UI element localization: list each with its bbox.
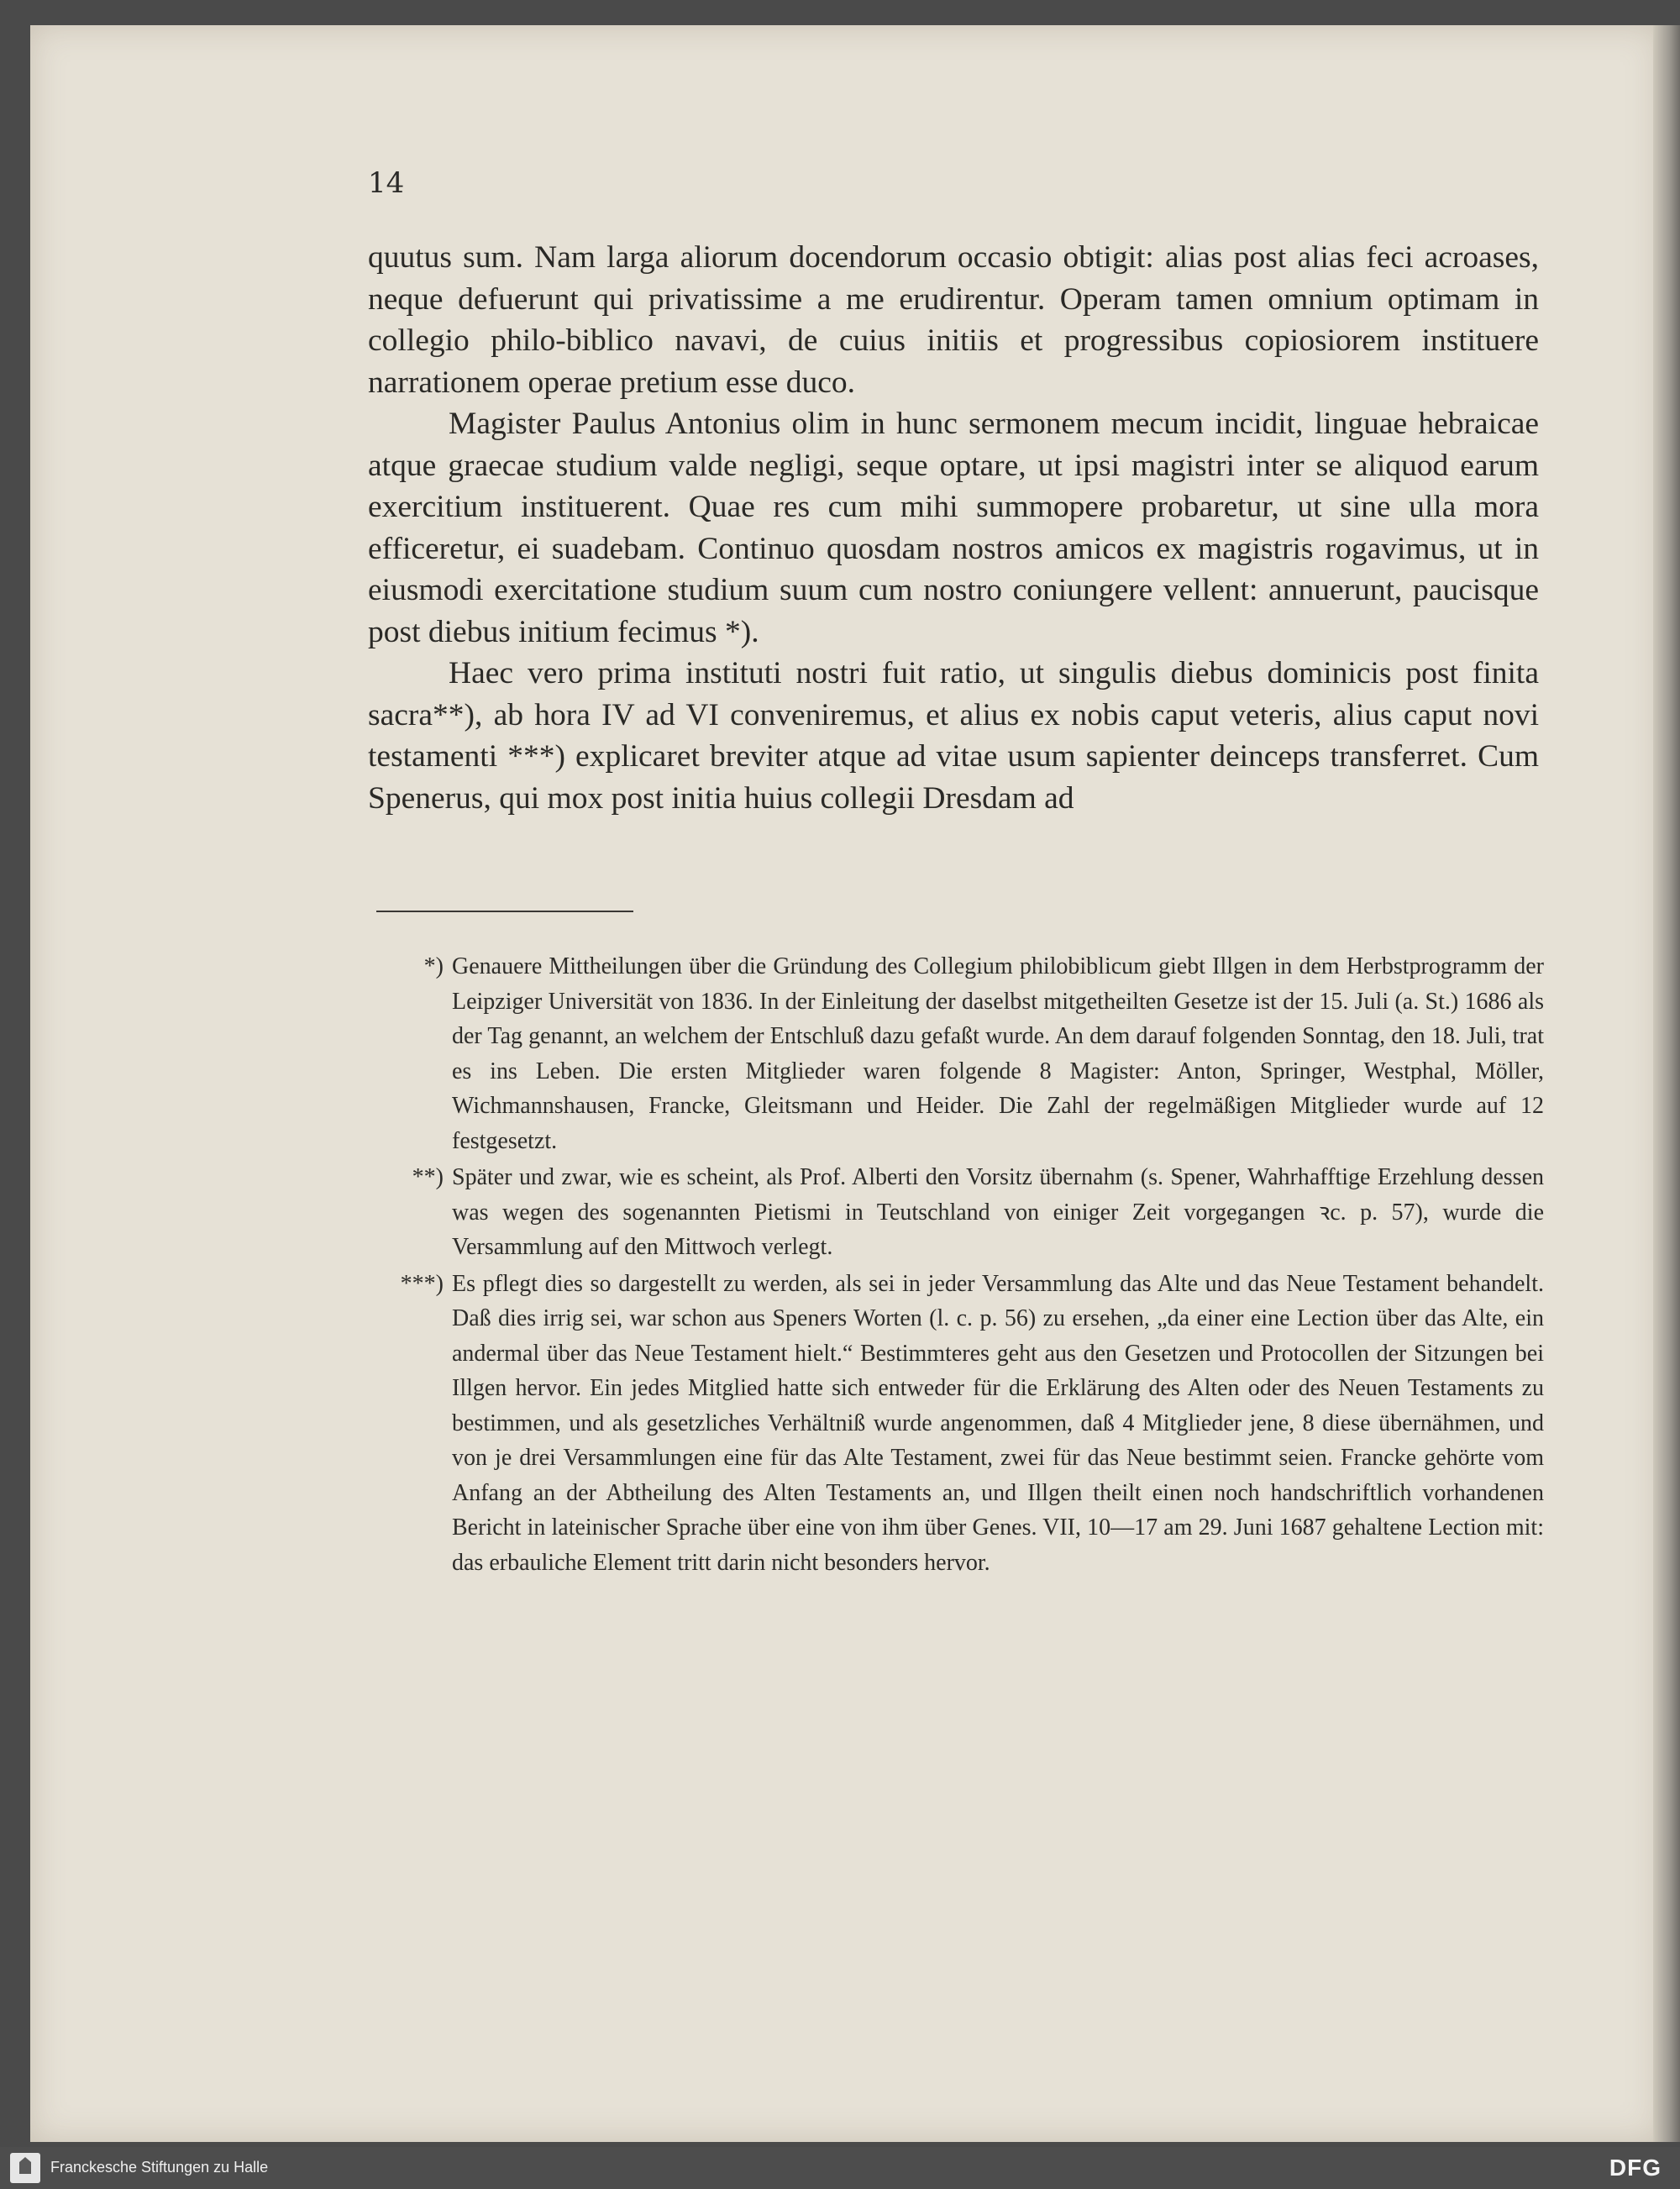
viewer-footer [0,2147,1680,2189]
footnote-mark: ***) [400,1270,444,1297]
paragraph-2: Magister Paulus Antonius olim in hunc sermonem mecum incidit, linguae hebraicae atque graecae studium valde negligi, seque optare, ut ipsi magistri inter se aliquod earum exercitium instituerent. Quae res cum mihi summopere probaretur, ut sine ulla mora efficeretur, ei suadebam. Continuo quosdam nostros amicos ex magistris rogavimus, ut in eiusmodi exercitatione studium suum cum nostro coniungere vellent: annuerunt, paucisque post diebus initium fecimus *). [368,407,1539,649]
footnotes [395,949,1544,1582]
page-number: 14 [368,166,405,200]
footnote-2 [395,1160,1544,1265]
footnote-mark: *) [423,953,444,979]
footnote-divider [376,911,633,912]
dfg-logo: DFG [1609,2155,1662,2181]
footnote-text: Später und zwar, wie es scheint, als Prof. Alberti den Vorsitz übernahm (s. Spener, Wahrhafftige Erzehlung dessen was wegen des sogenannten Pietismi in Teutschland von einiger Zeit vorgegangen ꝛc. p. 57), wurde die Versammlung auf den Mittwoch verlegt. [452,1164,1544,1260]
paragraph-1: quutus sum. Nam larga aliorum docendorum occasio obtigit: alias post alias feci acroases, neque defuerunt qui privatissime a me erudirentur. Operam tamen omnium optimam in collegio philo-biblico navavi, de cuius initiis et progressibus copiosiorem instituere narrationem operae pretium esse duco. [368,240,1539,400]
foundation-logo-icon [10,2153,40,2183]
footnote-3 [395,1267,1544,1581]
paragraph-3: Haec vero prima instituti nostri fuit ratio, ut singulis diebus dominicis post finita sacra**), ab hora IV ad VI conveniremus, et alius ex nobis caput veteris, alius caput novi testamenti ***) explicaret breviter atque ad vitae usum sapienter deinceps transferret. Cum Spenerus, qui mox post initia huius collegii Dresdam ad [368,656,1539,816]
footnote-mark: **) [412,1164,444,1190]
source-credit: Franckesche Stiftungen zu Halle [50,2159,269,2176]
footnote-text: Genauere Mittheilungen über die Gründung des Collegium philobiblicum giebt Illgen in dem Herbstprogramm der Leipziger Universität von 1836. In der Einleitung der daselbst mitgetheilten Gesetze ist der 15. Juli (a. St.) 1686 als der Tag genannt, an welchem der Entschluß dazu gefaßt wurde. An dem darauf folgenden Sonntag, den 18. Juli, trat es ins Leben. Die ersten Mitglieder waren folgende 8 Magister: Anton, Springer, Westphal, Möller, Wichmannshausen, Francke, Gleitsmann und Heider. Die Zahl der regelmäßigen Mitglieder wurde auf 12 festgesetzt. [452,953,1544,1154]
page-edge [1653,25,1680,2142]
footnote-text: Es pflegt dies so dargestellt zu werden, als sei in jeder Versammlung das Alte und das Neue Testament behandelt. Daß dies irrig sei, war schon aus Speners Worten (l. c. p. 56) zu ersehen, „da einer eine Lection über das Alte, ein andermal über das Neue Testament hielt.“ Bestimmteres geht aus den Gesetzen und Protocollen der Sitzungen bei Illgen hervor. Ein jedes Mitglied hatte sich entweder für die Erklärung des Alten oder des Neuen Testaments zu bestimmen, und als gesetzliches Verhältniß wurde angenommen, daß 4 Mitglieder jene, 8 diese übernähmen, und von je drei Versammlungen eine für das Alte Testament, zwei für das Neue bestimmt seien. Francke gehörte vom Anfang an der Abtheilung des Alten Testaments an, und Illgen theilt einen noch handschriftlich vorhandenen Bericht in lateinischer Sprache über eine von ihm über Genes. VII, 10—17 am 29. Juni 1687 gehaltene Lection mit: das erbauliche Element tritt darin nicht besonders hervor. [452,1270,1544,1576]
main-text [368,237,1539,819]
footnote-1 [395,949,1544,1158]
